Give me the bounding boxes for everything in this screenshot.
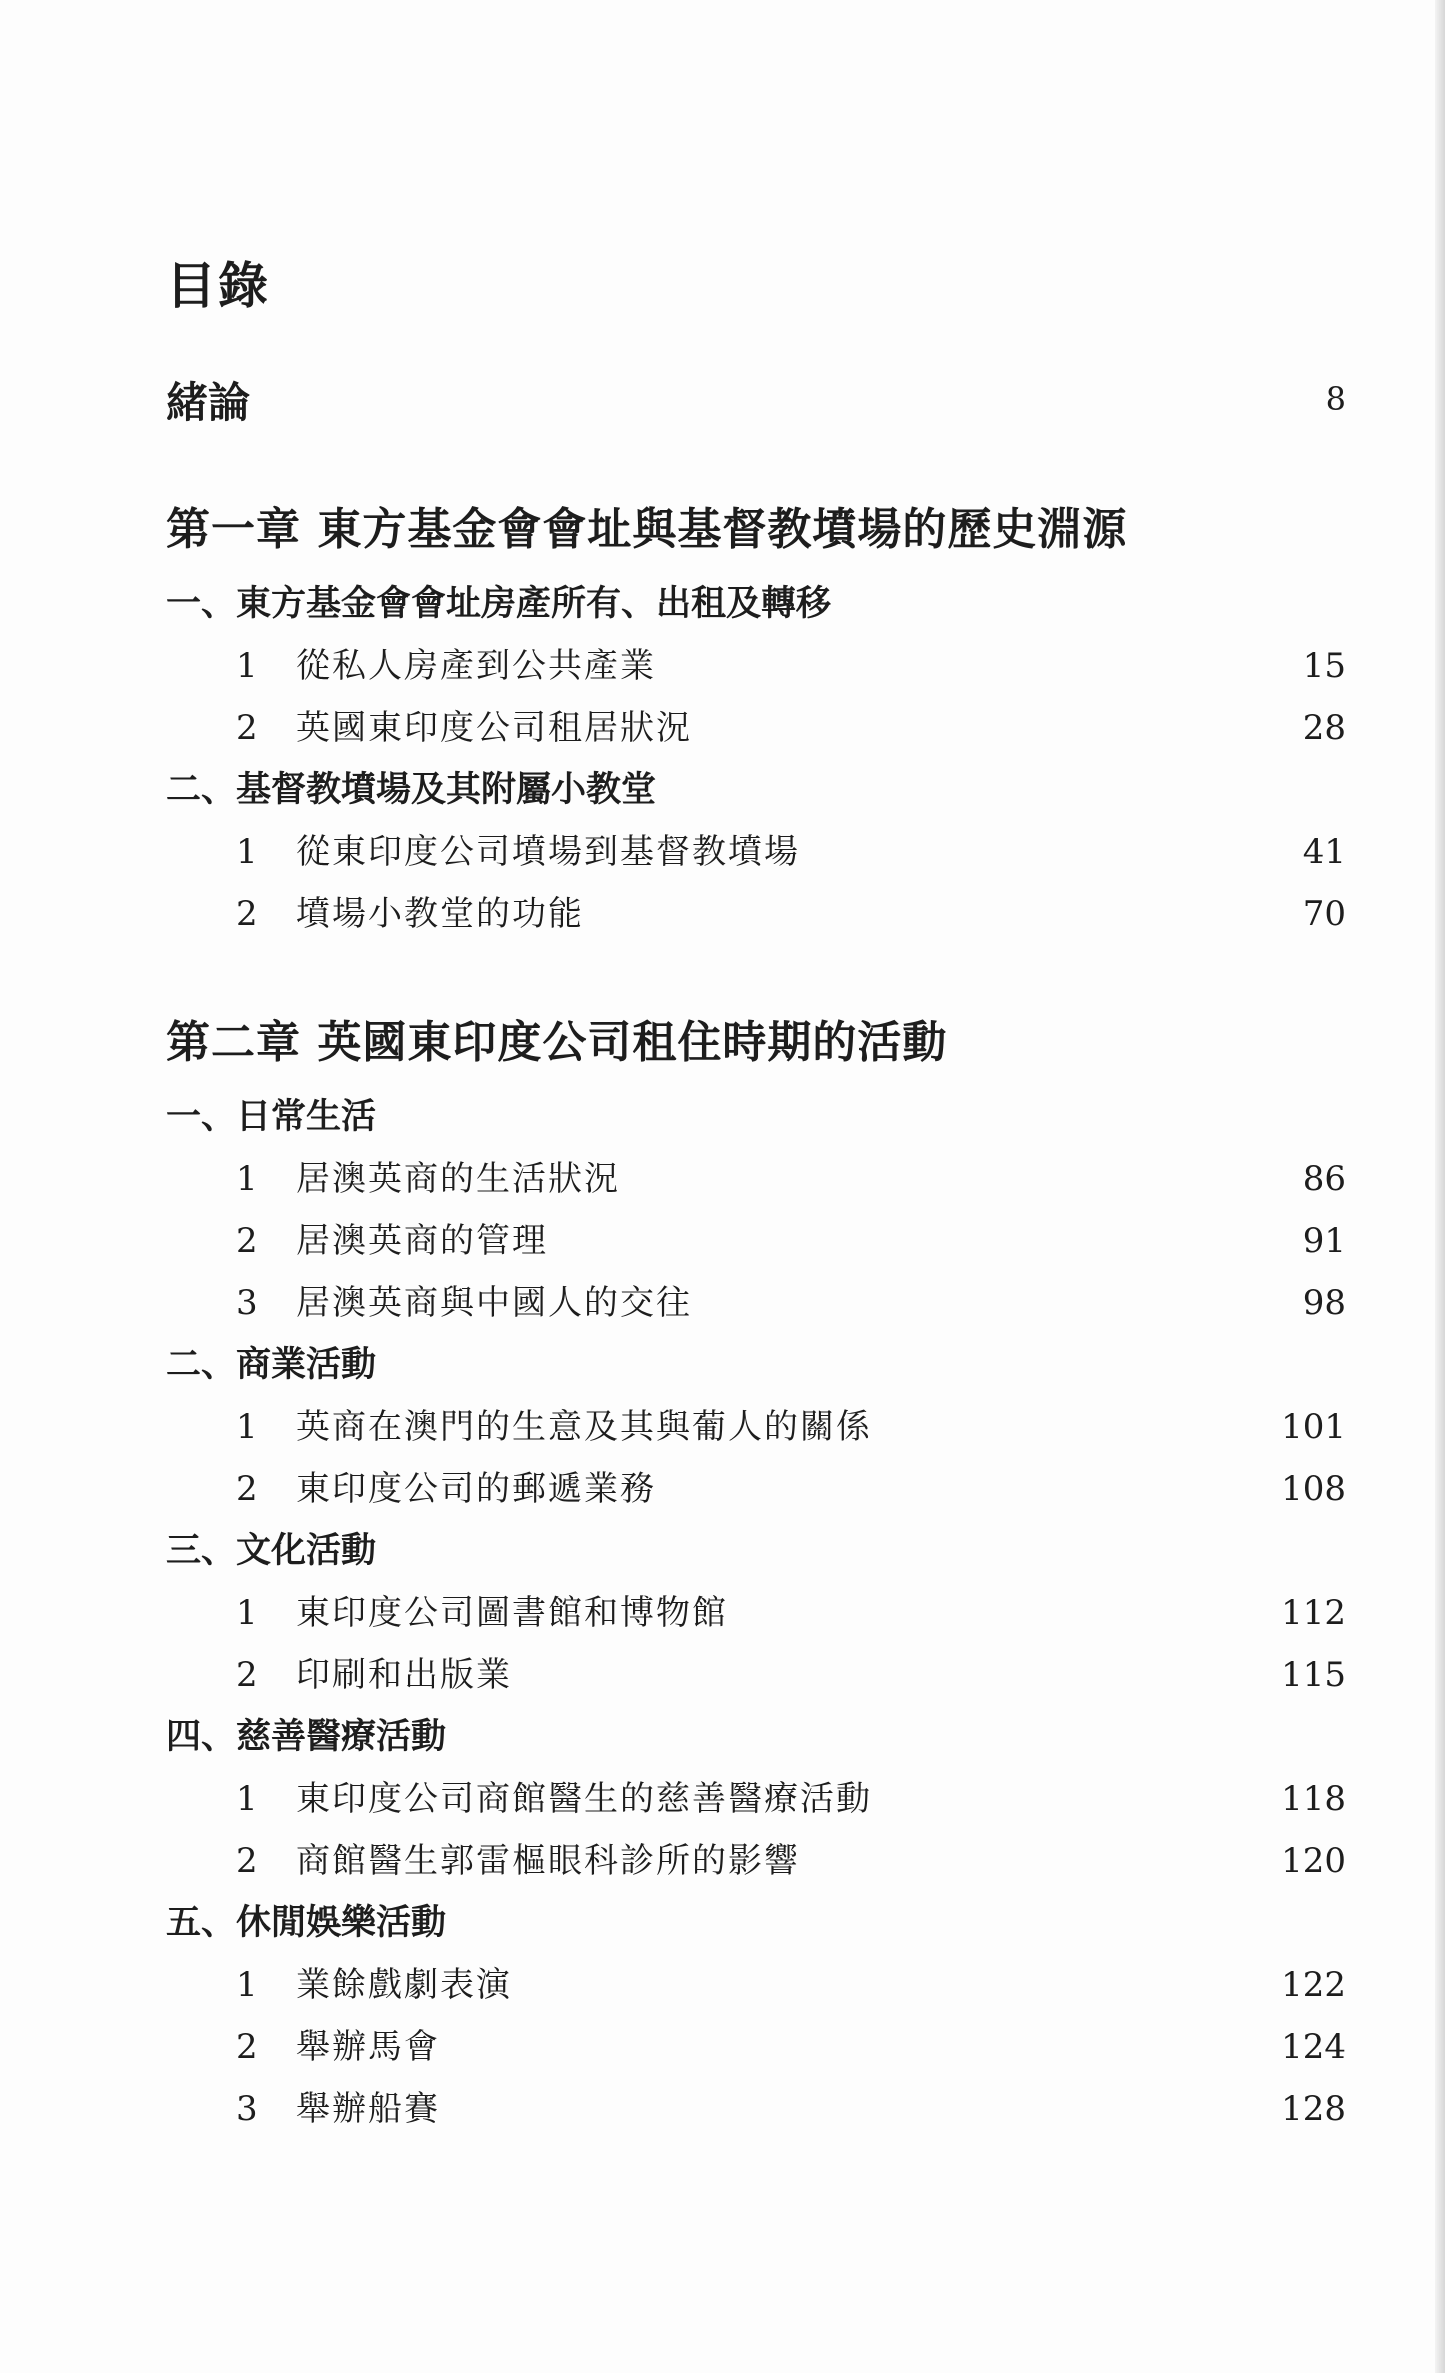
entry-page-number: 115 <box>1281 1655 1346 1695</box>
entry-page-number: 118 <box>1281 1779 1346 1819</box>
entry-page-number: 91 <box>1302 1221 1346 1261</box>
entry-page-number: 86 <box>1302 1159 1346 1199</box>
entry-number: 1 <box>236 1159 258 1199</box>
entry-number: 3 <box>236 1283 258 1323</box>
section-title: 一、東方基金會會址房產所有、出租及轉移 <box>166 583 832 624</box>
toc-entry <box>166 1830 1346 1892</box>
entry-label: 英商在澳門的生意及其與葡人的關係 <box>296 1407 872 1447</box>
section-title: 四、慈善醫療活動 <box>166 1716 447 1757</box>
entry-page-number: 28 <box>1302 708 1346 748</box>
entry-number: 2 <box>236 2027 258 2067</box>
chapter-1 <box>166 493 1346 945</box>
section-title: 二、商業活動 <box>166 1344 377 1385</box>
toc-entry <box>166 883 1346 945</box>
section-title: 五、休閒娛樂活動 <box>166 1902 447 1943</box>
entry-number: 2 <box>236 1221 258 1261</box>
toc-intro-row <box>166 370 1346 430</box>
entry-number: 1 <box>236 832 258 872</box>
entry-page-number: 101 <box>1281 1407 1346 1447</box>
entry-label: 舉辦馬會 <box>296 2027 440 2067</box>
entry-label: 商館醫生郭雷樞眼科診所的影響 <box>296 1841 800 1881</box>
toc-entry <box>166 1954 1346 2016</box>
toc-entry <box>166 821 1346 883</box>
entry-page-number: 128 <box>1281 2089 1346 2129</box>
entry-label: 居澳英商的生活狀況 <box>296 1159 620 1199</box>
entry-label: 居澳英商的管理 <box>296 1221 548 1261</box>
toc-entry <box>166 1582 1346 1644</box>
entry-page-number: 124 <box>1281 2027 1346 2067</box>
toc-entry <box>166 697 1346 759</box>
page-edge-shadow <box>1435 0 1445 2373</box>
toc-entry <box>166 1396 1346 1458</box>
entry-number: 1 <box>236 1407 258 1447</box>
entry-number: 2 <box>236 708 258 748</box>
intro-label: 緒論 <box>166 378 251 427</box>
section-title: 一、日常生活 <box>166 1096 377 1137</box>
toc-entry <box>166 1272 1346 1334</box>
entry-page-number: 15 <box>1302 646 1346 686</box>
entry-number: 1 <box>236 1593 258 1633</box>
entry-label: 英國東印度公司租居狀況 <box>296 708 692 748</box>
entry-label: 從東印度公司墳場到基督教墳場 <box>296 832 800 872</box>
toc-entry <box>166 1768 1346 1830</box>
toc-entry <box>166 2016 1346 2078</box>
section-title: 二、基督教墳場及其附屬小教堂 <box>166 769 657 810</box>
toc-entry <box>166 1148 1346 1210</box>
entry-label: 舉辦船賽 <box>296 2089 440 2129</box>
entry-label: 業餘戲劇表演 <box>296 1965 512 2005</box>
entry-number: 2 <box>236 1655 258 1695</box>
entry-number: 2 <box>236 1841 258 1881</box>
toc-entry <box>166 635 1346 697</box>
entry-number: 2 <box>236 1469 258 1509</box>
entry-label: 印刷和出版業 <box>296 1655 512 1695</box>
entry-page-number: 122 <box>1281 1965 1346 2005</box>
entry-number: 1 <box>236 1779 258 1819</box>
intro-page-number: 8 <box>1325 380 1346 418</box>
entry-number: 3 <box>236 2089 258 2129</box>
entry-page-number: 98 <box>1302 1283 1346 1323</box>
chapter-title: 第一章 東方基金會會址與基督教墳場的歷史淵源 <box>166 504 1128 555</box>
entry-page-number: 108 <box>1281 1469 1346 1509</box>
entry-label: 墳場小教堂的功能 <box>296 894 584 934</box>
toc-entry <box>166 1458 1346 1520</box>
toc-entry <box>166 1644 1346 1706</box>
chapter-title: 第二章 英國東印度公司租住時期的活動 <box>166 1017 948 1068</box>
entry-number: 1 <box>236 1965 258 2005</box>
entry-label: 東印度公司的郵遞業務 <box>296 1469 656 1509</box>
section-title: 三、文化活動 <box>166 1530 377 1571</box>
entry-label: 東印度公司圖書館和博物館 <box>296 1593 728 1633</box>
entry-page-number: 70 <box>1302 894 1346 934</box>
entry-label: 從私人房產到公共產業 <box>296 646 656 686</box>
entry-label: 東印度公司商館醫生的慈善醫療活動 <box>296 1779 872 1819</box>
entry-label: 居澳英商與中國人的交往 <box>296 1283 692 1323</box>
chapter-2 <box>166 1006 1346 2140</box>
entry-page-number: 112 <box>1281 1593 1346 1633</box>
toc-entry <box>166 2078 1346 2140</box>
toc-title: 目錄 <box>166 256 270 315</box>
entry-page-number: 120 <box>1281 1841 1346 1881</box>
toc-entry <box>166 1210 1346 1272</box>
entry-page-number: 41 <box>1302 832 1346 872</box>
entry-number: 2 <box>236 894 258 934</box>
entry-number: 1 <box>236 646 258 686</box>
